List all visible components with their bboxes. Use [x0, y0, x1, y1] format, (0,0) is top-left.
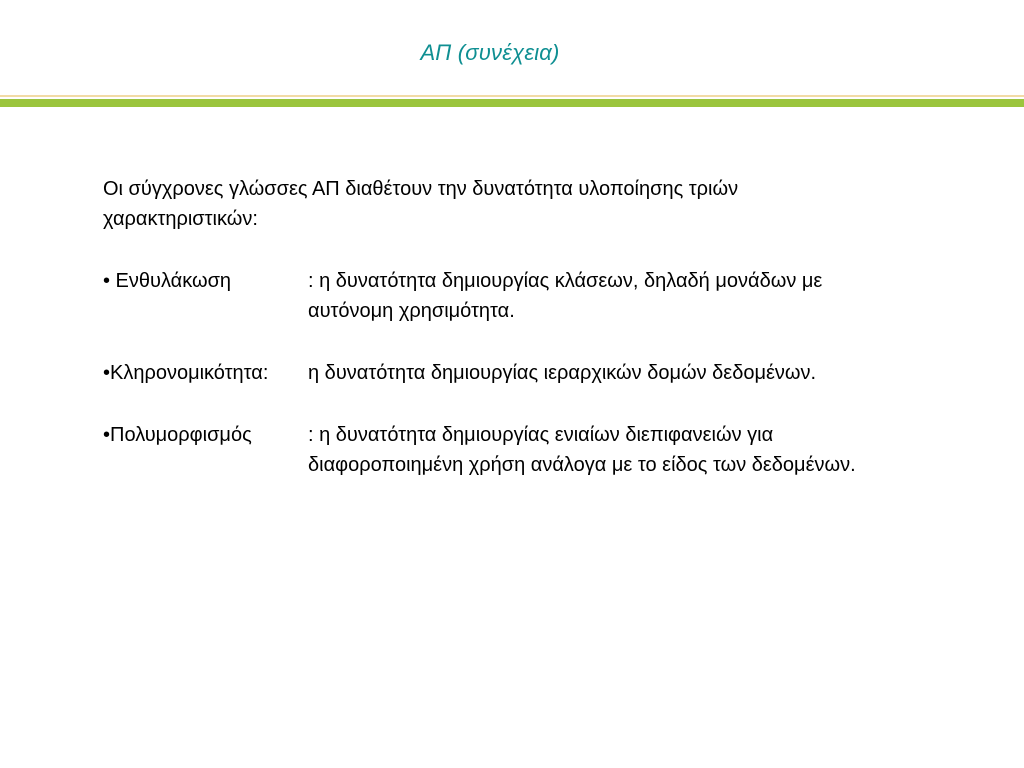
list-item-description: η δυνατότητα δημιουργίας ιεραρχικών δομών δεδομένων. [308, 362, 817, 384]
list-item-description: : η δυνατότητα δημιουργίας ενιαίων διεπιφανειών για διαφοροποιημένη χρήση ανάλογα με το είδος των δεδομένων. [308, 424, 856, 476]
slide-body [103, 174, 883, 480]
list-item-polymorphism [103, 420, 883, 480]
list-item-encapsulation [103, 266, 883, 326]
list-item-term: •Κληρονομικότητα: [103, 362, 269, 384]
header-divider-thick [0, 99, 1024, 107]
slide-title: ΑΠ (συνέχεια) [420, 40, 560, 65]
list-item-term: • Ενθυλάκωση [103, 270, 232, 292]
list-item-description: : η δυνατότητα δημιουργίας κλάσεων, δηλαδή μονάδων με αυτόνομη χρησιμότητα. [308, 270, 823, 322]
list-item-inheritance [103, 358, 883, 388]
intro-paragraph: Οι σύγχρονες γλώσσες ΑΠ διαθέτουν την δυνατότητα υλοποίησης τριών χαρακτηριστικών: [103, 178, 739, 230]
header-divider-thin [0, 95, 1024, 97]
list-item-term: •Πολυμορφισμός [103, 424, 252, 446]
